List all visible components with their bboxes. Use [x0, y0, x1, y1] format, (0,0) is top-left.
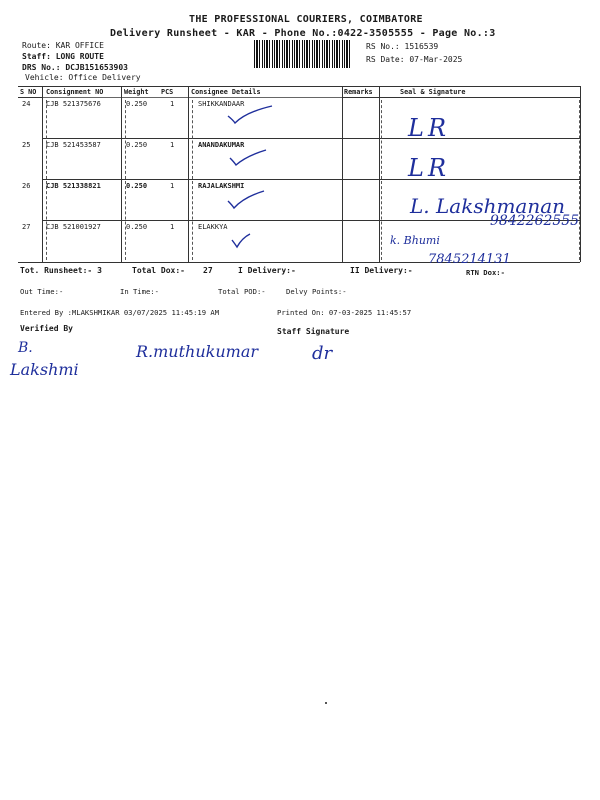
col-weight: Weight [124, 88, 149, 96]
row-weight: 0.250 [126, 100, 148, 108]
check-mark-icon [226, 189, 266, 211]
row-weight: 0.250 [126, 141, 148, 149]
row-pcs: 1 [170, 141, 175, 149]
row-pcs: 1 [170, 223, 175, 231]
handwritten-signature: LR [408, 154, 451, 182]
col-remarks: Remarks [344, 88, 373, 96]
staff-signature: dr [312, 343, 333, 364]
printed-on: Printed On: 07-03-2025 11:45:57 [277, 308, 412, 317]
row-consignment: CJB 521338821 [46, 182, 101, 190]
handwritten-signature: k. Bhumi [390, 234, 440, 247]
in-time: In Time:- [120, 287, 159, 296]
out-time: Out Time:- [20, 287, 64, 296]
verified-by-label: Verified By [20, 324, 73, 333]
row-sno: 26 [22, 182, 31, 190]
row-consignment: CJB 521453587 [46, 141, 101, 149]
route-label: Route: KAR OFFICE [22, 41, 104, 50]
handwritten-phone: 9842262555 [490, 213, 580, 229]
check-mark-icon [228, 148, 268, 168]
col-consignee: Consignee Details [191, 88, 261, 96]
row-consignee: ANANDAKUMAR [198, 141, 245, 149]
col-sno: S NO [20, 88, 37, 96]
vehicle-label: Vehicle: Office Delivery [25, 73, 141, 82]
handwritten-signature: L. Lakshmanan [410, 194, 566, 218]
entered-by: Entered By :MLAKSHMIKAR 03/07/2025 11:45:19 AM [20, 308, 220, 317]
staff-label: Staff: LONG ROUTE [22, 52, 104, 61]
barcode [254, 40, 352, 68]
col-consignment: Consignment NO [46, 88, 104, 96]
verifier-signature-2: R.muthukumar [136, 342, 259, 361]
staff-signature-label: Staff Signature [277, 327, 350, 336]
verifier-initials: B. [18, 340, 33, 356]
col-pcs: PCS [161, 88, 174, 96]
rs-number: RS No.: 1516539 [366, 42, 439, 51]
row-pcs: 1 [170, 100, 175, 108]
company-title: THE PROFESSIONAL COURIERS, COIMBATORE [189, 14, 423, 25]
rtn-dox: RTN Dox:- [466, 268, 505, 277]
delvy-points: Delvy Points:- [286, 287, 347, 296]
check-mark-icon [226, 104, 274, 126]
runsheet-subtitle: Delivery Runsheet - KAR - Phone No.:0422-3505555 - Page No.:3 [110, 28, 496, 39]
handwritten-signature: LR [408, 114, 451, 142]
drs-number: DRS No.: DCJB151653903 [22, 63, 128, 72]
ii-delivery: II Delivery:- [350, 266, 413, 275]
rs-date: RS Date: 07-Mar-2025 [366, 55, 463, 64]
check-mark-icon [230, 232, 252, 250]
tot-runsheet: Tot. Runsheet:- 3 [20, 266, 102, 275]
row-consignment: CJB 521375676 [46, 100, 101, 108]
total-dox-value: 27 [203, 266, 213, 275]
total-pod: Total POD:- [218, 287, 266, 296]
row-consignee: ELAKKYA [198, 223, 228, 231]
verifier-signature: Lakshmi [10, 360, 79, 379]
row-consignment: CJB 521001927 [46, 223, 101, 231]
i-delivery: I Delivery:- [238, 266, 296, 275]
row-sno: 25 [22, 141, 31, 149]
row-sno: 27 [22, 223, 31, 231]
col-seal-signature: Seal & Signature [400, 88, 466, 96]
row-consignee: RAJALAKSHMI [198, 182, 245, 190]
row-pcs: 1 [170, 182, 175, 190]
total-dox-label: Total Dox:- [132, 266, 185, 275]
handwritten-phone: 7845214131 [428, 252, 511, 267]
row-consignee: SHIKKANDAAR [198, 100, 245, 108]
row-weight: 0.250 [126, 182, 148, 190]
row-weight: 0.250 [126, 223, 148, 231]
row-sno: 24 [22, 100, 31, 108]
stray-dot [325, 702, 327, 704]
